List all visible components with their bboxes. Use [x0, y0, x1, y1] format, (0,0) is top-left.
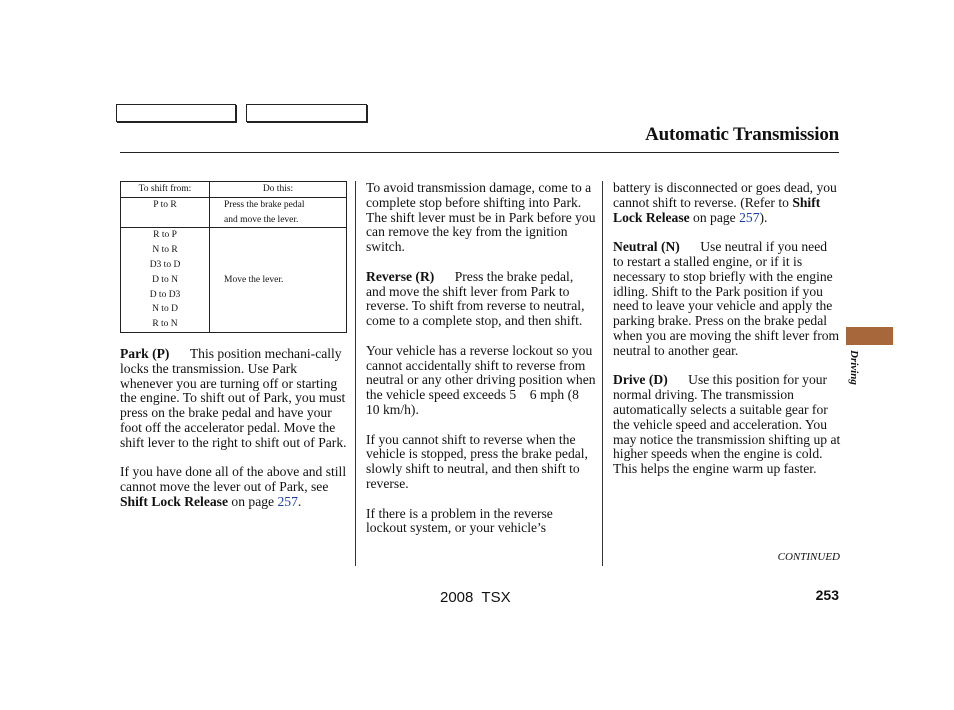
table-cell-from-group — [121, 228, 210, 333]
punctuation: ). — [759, 209, 768, 225]
park-paragraph — [120, 347, 348, 451]
neutral-heading: Neutral (N) — [613, 239, 680, 255]
table-header-from: To shift from: — [121, 182, 210, 198]
column-3 — [613, 181, 841, 492]
shift-lock-link-label: Shift Lock Release — [120, 493, 228, 509]
shift-table — [120, 181, 347, 333]
shift-item: R to P — [153, 230, 177, 241]
on-page-text: on page — [693, 209, 736, 225]
paragraph: If you cannot shift to reverse when the vehicle is stopped, press the brake pedal, slowly shift to neutral, and then shift to reverse. — [366, 431, 588, 491]
on-page-text: on page — [231, 493, 275, 509]
shift-item: N to D — [152, 304, 178, 315]
park-text: This position mechani-cally locks the transmission. Use Park whenever you are turning off or starting the engine. To shift out of Park, you must press on the brake pedal and have your foot off the accelerator pedal. Move the shift lever to the right to shift out of Park. — [120, 345, 347, 450]
column-2 — [366, 180, 599, 551]
column-divider — [602, 181, 603, 566]
table-row — [121, 228, 347, 333]
nav-button-next[interactable] — [246, 104, 367, 122]
continued-label: CONTINUED — [777, 551, 840, 563]
drive-text: Use this position for your normal driving. The transmission automatically selects a suitable gear for the vehicle speed and acceleration. You may notice the transmission shifting up at higher speeds when the engine is cold. This helps the engine warm up faster. — [613, 372, 841, 477]
paragraph — [613, 181, 841, 225]
park-heading: Park (P) — [120, 345, 170, 361]
shift-lock-link-label: Shift Lock Release — [613, 194, 821, 225]
shift-item: D to D3 — [149, 289, 181, 300]
column-divider — [355, 181, 356, 566]
shift-lock-paragraph — [120, 465, 348, 509]
nav-button-previous[interactable] — [116, 104, 236, 122]
action-line: Press the brake pedal — [224, 199, 305, 210]
reverse-paragraph — [366, 270, 596, 329]
page-number: 253 — [815, 587, 839, 603]
table-row — [121, 197, 347, 228]
table-cell-action — [210, 197, 347, 228]
reverse-text: Press the brake pedal, and move the shift lever from Park to reverse. To shift from reverse to neutral, come to a complete stop, and then shift. — [366, 268, 585, 329]
shift-item: D to N — [152, 274, 178, 285]
neutral-paragraph — [613, 240, 841, 358]
shift-item: N to R — [152, 245, 178, 256]
table-cell-action: Move the lever. — [210, 228, 347, 333]
page-link[interactable]: 257 — [277, 493, 298, 509]
punctuation: . — [297, 493, 302, 509]
table-header-do: Do this: — [210, 182, 347, 198]
paragraph-text: battery is disconnected or goes dead, you cannot shift to reverse. (Refer to — [613, 180, 837, 210]
drive-paragraph — [613, 373, 841, 477]
drive-heading: Drive (D) — [613, 372, 668, 388]
table-header-row — [121, 182, 347, 198]
page-title: Automatic Transmission — [645, 124, 839, 145]
shift-item: D3 to D — [149, 259, 181, 270]
paragraph: If there is a problem in the reverse lockout system, or your vehicle’s — [366, 505, 553, 536]
column-1 — [120, 181, 348, 525]
section-tab[interactable] — [846, 327, 893, 345]
table-cell-from: P to R — [121, 197, 210, 228]
paragraph: To avoid transmission damage, come to a complete stop before shifting into Park. The shift lever must be in Park before you can remove the key from the ignition switch. — [366, 180, 596, 255]
paragraph: Your vehicle has a reverse lockout so you cannot accidentally shift to reverse from neutral or any other driving position when the vehicle speed exceeds 5 6 mph (8 10 km/h). — [366, 342, 599, 417]
shift-item: R to N — [152, 319, 178, 330]
section-tab-label: Driving — [848, 350, 860, 385]
footer-model: 2008 TSX — [440, 589, 511, 606]
reverse-heading: Reverse (R) — [366, 268, 435, 284]
paragraph-text: If you have done all of the above and still cannot move the lever out of Park, see — [120, 464, 347, 495]
action-line: and move the lever. — [224, 214, 299, 225]
title-divider — [120, 152, 839, 153]
neutral-text: Use neutral if you need to restart a stalled engine, or if it is necessary to stop briefly with the engine idling. Shift to the Park position if you need to leave your vehicle and apply the parking brake. Press on the brake pedal when you are moving the shift lever from neutral to another gear. — [613, 239, 840, 358]
page-link[interactable]: 257 — [739, 209, 760, 225]
